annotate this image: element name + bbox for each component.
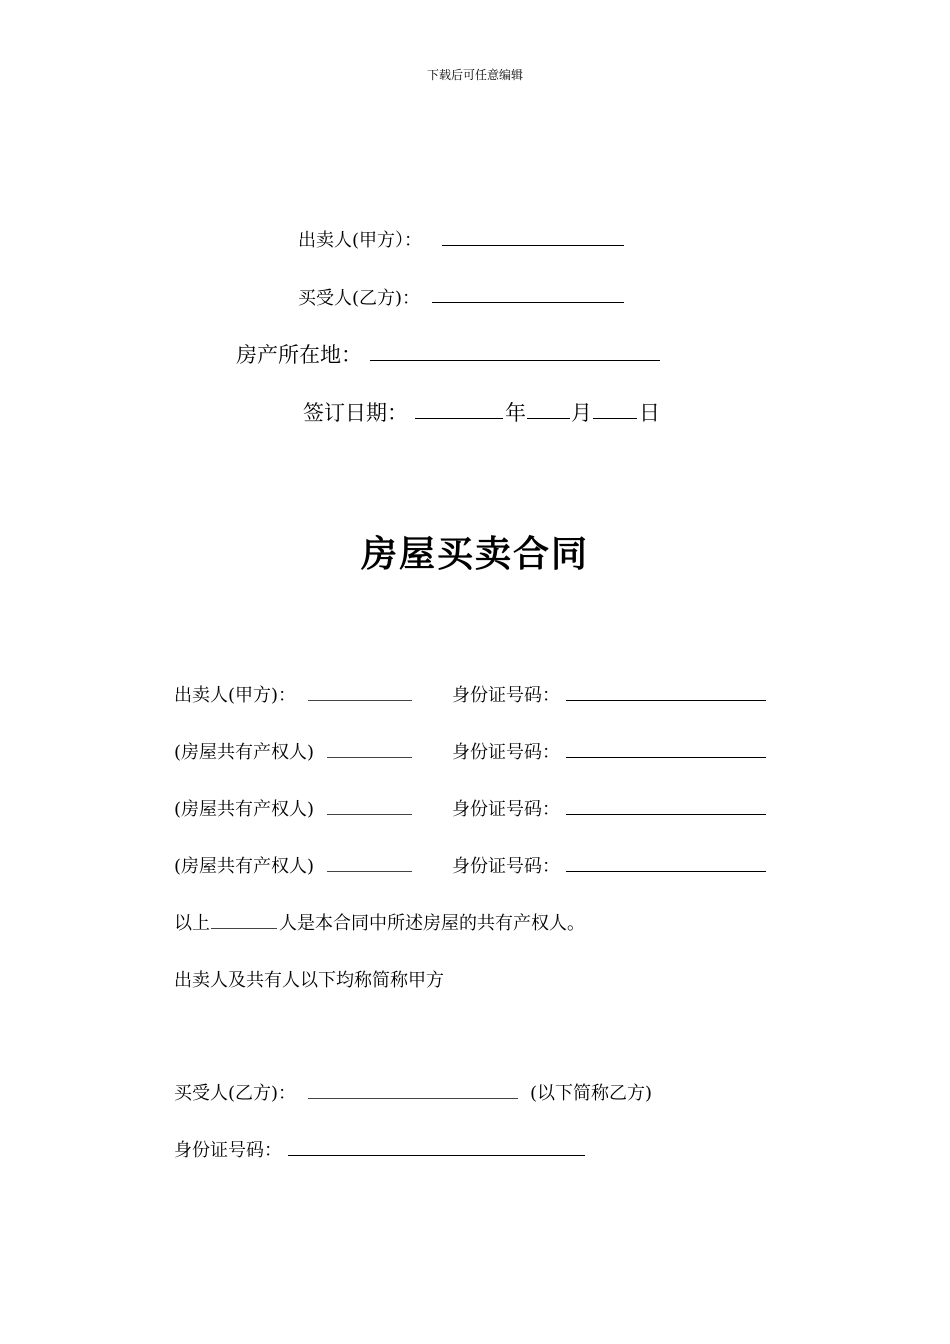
cover-location-blank[interactable] [370,360,660,361]
cover-day-blank[interactable] [593,418,637,419]
seller-name-blank[interactable] [308,700,412,701]
coowner-3-blank[interactable] [327,871,412,872]
cover-buyer-blank[interactable] [432,302,624,303]
buyer-id-blank[interactable] [288,1155,585,1156]
contract-title: 房屋买卖合同 [360,533,589,575]
seller-id-blank[interactable] [566,700,766,701]
cover-date-label: 签订日期： [303,401,408,425]
coowner-1-id-blank[interactable] [566,757,766,758]
cover-month-label: 月 [571,401,592,425]
seller-id-label: 身份证号码： [452,685,560,706]
summary-suffix: 人是本合同中所述房屋的共有产权人。 [279,913,585,934]
coowner-1-label: (房屋共有产权人) [174,742,315,763]
cover-year-label: 年 [505,401,526,425]
cover-month-blank[interactable] [527,418,570,419]
summary-prefix: 以上 [174,913,210,934]
seller-label: 出卖人(甲方)： [174,685,297,706]
coowner-3-id-blank[interactable] [566,871,766,872]
buyer-name-blank[interactable] [308,1098,518,1099]
cover-year-blank[interactable] [415,418,503,419]
buyer-id-label: 身份证号码： [174,1140,282,1161]
buyer-suffix: (以下简称乙方) [530,1083,653,1104]
cover-seller-label: 出卖人(甲方）： [298,230,423,251]
coowner-2-id-blank[interactable] [566,814,766,815]
coowner-3-id-label: 身份证号码： [452,856,560,877]
coowner-2-id-label: 身份证号码： [452,799,560,820]
cover-buyer-label: 买受人(乙方)： [298,288,421,309]
header-note: 下载后可任意编辑 [426,68,523,82]
collective-note: 出卖人及共有人以下均称简称甲方 [174,970,444,991]
coowner-1-id-label: 身份证号码： [452,742,560,763]
coowner-2-label: (房屋共有产权人) [174,799,315,820]
coowner-count-blank[interactable] [211,928,277,929]
cover-seller-blank[interactable] [442,245,624,246]
coowner-3-label: (房屋共有产权人) [174,856,315,877]
buyer-label: 买受人(乙方)： [174,1083,297,1104]
cover-day-label: 日 [639,401,660,425]
coowner-2-blank[interactable] [327,814,412,815]
cover-location-label: 房产所在地： [236,343,362,367]
coowner-1-blank[interactable] [327,757,412,758]
